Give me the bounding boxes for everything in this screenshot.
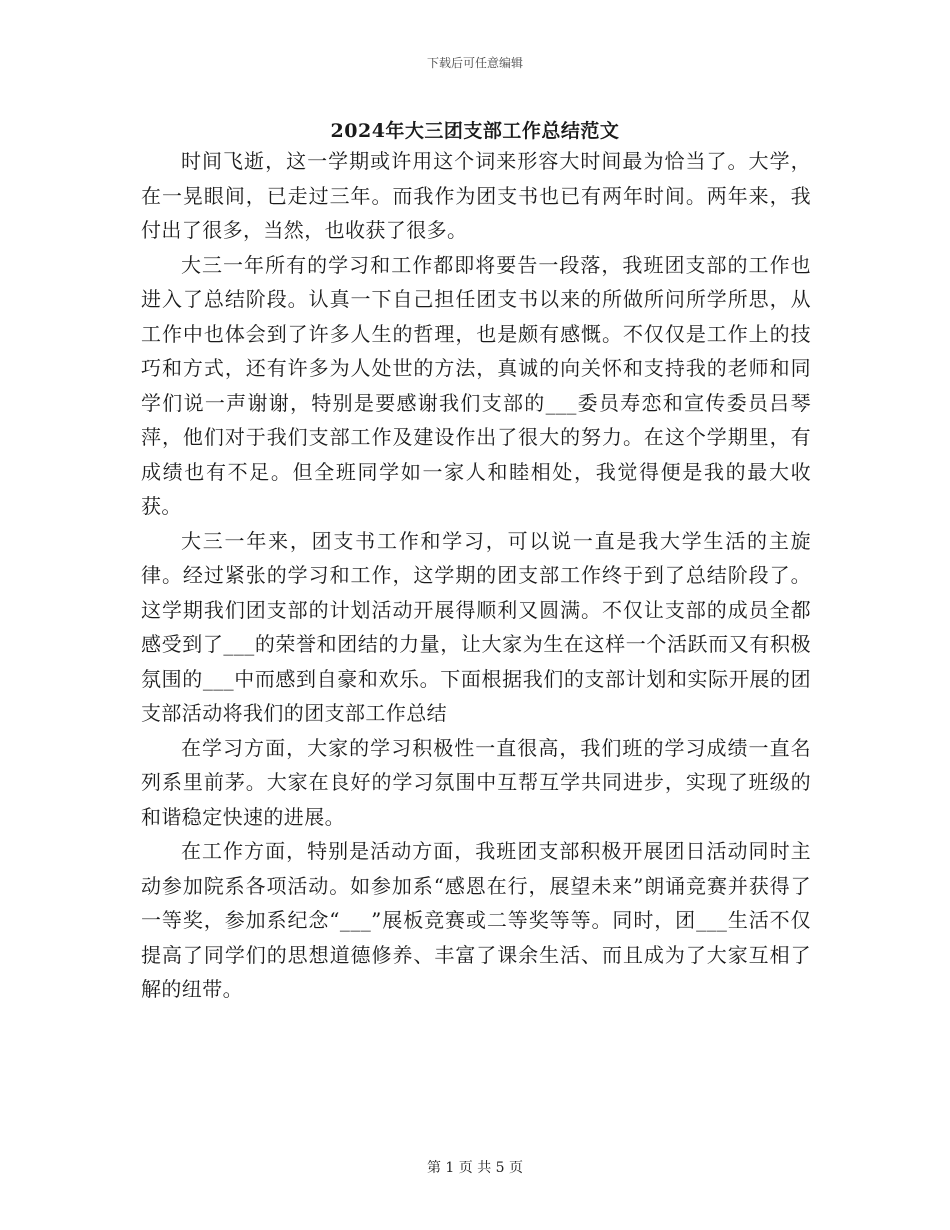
- page-number: 第 1 页 共 5 页: [426, 1160, 524, 1176]
- paragraph: 在工作方面，特别是活动方面，我班团支部积极开展团日活动同时主动参加院系各项活动。如参加系“感恩在行，展望未来”朗诵竞赛并获得了一等奖，参加系纪念“___”展板竞赛或二等奖等等。同时，团___生活不仅提高了同学们的思想道德修养、丰富了课余生活、而且成为了大家互相了解的纽带。: [141, 839, 811, 1001]
- document-body: [141, 144, 811, 1007]
- paragraph: 大三一年所有的学习和工作都即将要告一段落，我班团支部的工作也进入了总结阶段。认真一下自己担任团支书以来的所做所问所学所思，从工作中也体会到了许多人生的哲理，也是颇有感慨。不仅仅是工作上的技巧和方式，还有许多为人处世的方法，真诚的向关怀和支持我的老师和同学们说一声谢谢，特别是要感谢我们支部的___委员寿恋和宣传委员吕琴萍，他们对于我们支部工作及建设作出了很大的努力。在这个学期里，有成绩也有不足。但全班同学如一家人和睦相处，我觉得便是我的最大收获。: [141, 252, 811, 518]
- header-note: 下载后可任意编辑: [426, 56, 523, 70]
- document-title: 2024年大三团支部工作总结范文: [330, 120, 620, 142]
- paragraph: 在学习方面，大家的学习积极性一直很高，我们班的学习成绩一直名列系里前茅。大家在良好的学习氛围中互帮互学共同进步，实现了班级的和谐稳定快速的进展。: [141, 735, 811, 829]
- paragraph: 大三一年来，团支书工作和学习，可以说一直是我大学生活的主旋律。经过紧张的学习和工作，这学期的团支部工作终于到了总结阶段了。这学期我们团支部的计划活动开展得顺利又圆满。不仅让支部的成员全都感受到了___的荣誉和团结的力量，让大家为生在这样一个活跃而又有积极氛围的___中而感到自豪和欢乐。下面根据我们的支部计划和实际开展的团支部活动将我们的团支部工作总结: [141, 528, 811, 725]
- paragraph: 时间飞逝，这一学期或许用这个词来形容大时间最为恰当了。大学，在一晃眼间，已走过三年。而我作为团支书也已有两年时间。两年来，我付出了很多，当然，也收获了很多。: [141, 149, 811, 242]
